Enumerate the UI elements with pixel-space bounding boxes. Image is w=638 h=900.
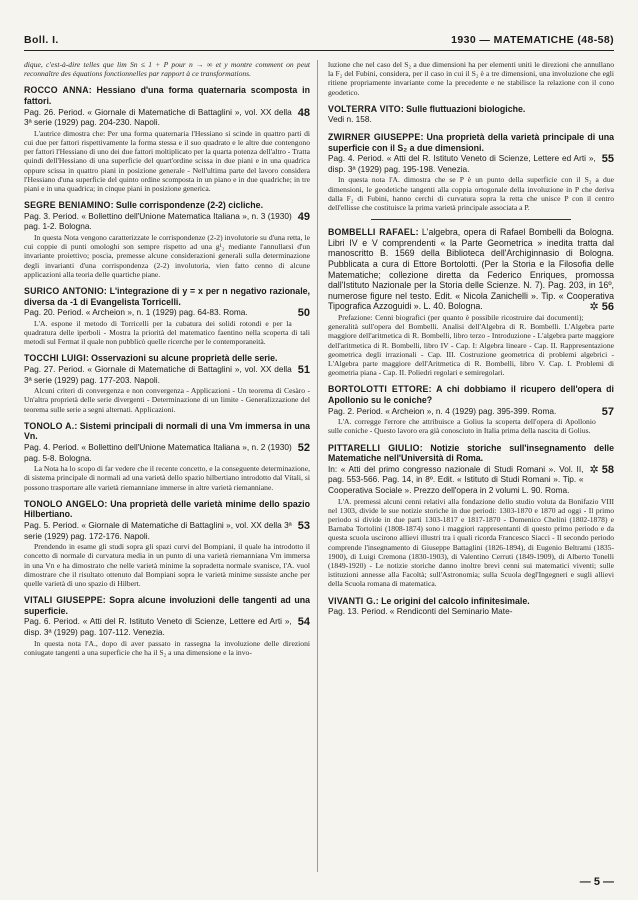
entry-biblio-line	[328, 464, 614, 496]
entry-56	[328, 227, 614, 377]
header-rule	[24, 50, 614, 51]
entry-abstract: In questa Nota vengono caratterizzate le corrispondenze (2-2) involutorie su d'una retta, le cui coppie di punti omologhi son sempre rispetto ad una g¹₂ mediante l'annullarsi d'un invariante proiettivo; poscia, premesse alcune considerazioni generali sulla determinazione degli invarianti d'una corrispondenza (2-2) involutoria, vien fatto cenno di alcune applicazioni alla teoria delle quartiche piane.	[24, 232, 310, 279]
entry-title: Hessiano d'una forma quaternaria scomposta in fattori.	[24, 85, 310, 106]
entry-biblio: Pag. 6. Period. « Atti del R. Istituto Veneto di Scienze, Lettere ed Arti », disp. 3ª (1929) pag. 107-112. Venezia.	[24, 616, 292, 637]
entry-number: 53	[297, 519, 310, 532]
entry-title: Notizie storiche sull'insegnamento delle Matematiche nell'Università di Roma.	[328, 442, 614, 464]
entry-abstract: In questa nota l'A. dimostra che se P è un punto della superficie con il S₂ a due dimensioni, le geodetiche tangenti alla coppia ortogonale della involuzione in P che deriva dalla F₂ di Fubini, hanno cerchi di curvatura sopra la retta che unisce P con il centro dell'ellisse che costituisce la prima varietà principale associata a P.	[328, 175, 614, 212]
entry-heading	[24, 85, 310, 106]
entry-title: Le origini del calcolo infinitesimale.	[381, 595, 530, 606]
entry-heading	[24, 286, 310, 307]
entry-54	[24, 595, 310, 657]
entry-biblio: Vedi n. 158.	[328, 114, 372, 125]
entry-number: 57	[601, 405, 614, 418]
entry-title: Sistemi principali di normali di una Vm immersa in una Vn.	[24, 420, 310, 442]
entry-title: L'integrazione di y = x per n negativo razionale, diversa da -1 di Evangelista Torricelli.	[24, 286, 310, 307]
column-separator	[317, 60, 318, 872]
continuation-text: luzione che nel caso del S₂ a due dimensioni ha per elementi uniti le direzioni che annullano la F₂ del Fubini, considera, per il caso in cui il S₂ è a tre dimensioni, una involuzione che egli ritiene propriamente invariante come la precedente e ne stabilisce la relazione con il cono geodetico.	[328, 60, 614, 97]
entry-48	[24, 85, 310, 193]
entry-abstract: L'A. premessi alcuni cenni relativi alla fondazione dello studio voluta da Bonifazio VIII nel 1303, divide le sue notizie storiche in due periodi: 1303-1870 e 1870 ad oggi - Il primo periodo si divide in due parti 1303-1817 e 1817-1870 - Domenico Chelini (1802-1878) e Barnaba Tortolini (1808-1874) sono i maggiori rappresentanti di questo primo periodo e da questa scuola uscirono allievi illustri tra i quali ricorda Francesco Siacci - Il secondo periodo comprende l'insegnamento di Giuseppe Battaglini (1826-1894), di Eugenio Beltrami (1835-1900), di Luigi Cremona (1830-1903), di Valentino Cerruti (1849-1909), di Alberto Tonelli (1849-1920) - Le notizie storiche danno inoltre brevi cenni sui matematici viventi; sulle istituzioni annesse alla Facoltà; sull'Astronomia; sulla Scuola degl'Ingegneri e sugli allievi della Scuola romana di matematica.	[328, 496, 614, 589]
entry-heading	[328, 227, 614, 312]
entry-biblio-line	[24, 307, 310, 318]
entry-biblio: Pag. 4. Period. « Atti del R. Istituto Veneto di Scienze, Lettere ed Arti », disp. 3ª (1929) pag. 195-198. Venezia.	[328, 153, 596, 174]
entry-biblio-line	[24, 211, 310, 232]
entry-author: TOCCHI LUIGI:	[24, 353, 89, 364]
entry-author: PITTARELLI GIULIO:	[328, 442, 423, 453]
entry-biblio-line	[24, 107, 310, 128]
entry-52	[24, 421, 310, 492]
entry-biblio: Pag. 20. Period. « Archeion », n. 1 (1929) pag. 64-83. Roma.	[24, 307, 248, 318]
entry-title: Osservazioni su alcune proprietà delle serie.	[91, 353, 278, 364]
entry-number: 49	[297, 210, 310, 223]
entry-biblio-line	[24, 364, 310, 385]
entry-number: 54	[297, 616, 310, 629]
entry-biblio-line	[24, 442, 310, 463]
entry-vivanti	[328, 596, 614, 617]
continuation-text: dique, c'est-à-dire telles que lim Sn ≤ 1 + P pour n → ∞ et y montre comment on peut reconnaître des équations fonctionnelles par rapport à ce transformations.	[24, 60, 310, 79]
entry-author: SURICO ANTONIO:	[24, 286, 108, 296]
entry-abstract: L'A. espone il metodo di Torricelli per la cubatura dei solidi rotondi e per la quadratura delle iperboli - Mostra la priorità del matematico faentino nella scoperta di tali metodi sul Fermat il quale non pubblicò quelle ricerche per le contemporaneità.	[24, 318, 310, 347]
left-column	[24, 60, 310, 872]
entry-author: BORTOLOTTI ETTORE:	[328, 384, 432, 395]
entry-number: 48	[297, 106, 310, 119]
entry-abstract: La Nota ha lo scopo di far vedere che il recente concetto, e la conseguente determinazione, di sistema principale di normali ad una varietà dello spazio hilbertiano introdotto dal Vitali, si possono trasportare alle varietà riemanniane immerse in altre varietà riemanniane.	[24, 464, 310, 492]
entry-heading	[24, 595, 310, 616]
entry-author: ROCCO ANNA:	[24, 85, 92, 96]
entry-51	[24, 353, 310, 413]
entry-title: Sopra alcune involuzioni delle tangenti ad una superficie.	[24, 595, 310, 616]
entry-author: VITALI GIUSEPPE:	[24, 595, 106, 606]
entry-number: 50	[297, 307, 310, 320]
entry-57	[328, 384, 614, 435]
entry-heading	[328, 596, 614, 607]
entry-author: BOMBELLI RAFAEL:	[328, 227, 419, 238]
entry-author: VIVANTI G.:	[328, 595, 379, 606]
entry-biblio: Pag. 27. Period. « Giornale di Matematiche di Battaglini », vol. XX della 3ª serie (1929) pag. 177-203. Napoli.	[24, 363, 292, 385]
entry-biblio: Pag. 3. Period. « Bollettino dell'Unione Matematica Italiana », n. 3 (1930) pag. 1-2. Bologna.	[24, 210, 292, 232]
entry-author: VOLTERRA VITO:	[328, 103, 404, 114]
entry-title: Sulle corrispondenze (2-2) cicliche.	[115, 200, 264, 211]
entry-author: ZWIRNER GIUSEPPE:	[328, 132, 424, 142]
section-rule	[371, 219, 571, 220]
entry-author: SEGRE BENIAMINO:	[24, 200, 114, 211]
entry-title: L'algebra, opera di Rafael Bombelli da Bologna. Libri IV e V comprendenti « la Parte Geometrica » inedita tratta dal manoscritto B. 1569 della Biblioteca dell'Archiginnasio di Bologna. Pubblicata a cura di Ettore Bortolotti. (Per la Storia e la Filosofia delle Matematiche; collezione diretta da Federico Enriques, promossa dall'Istituto Nazionale per la Storia delle Scienze. N. 7). Pag. 203, in 16º, numerose figure nel testo. Edit. « Nicola Zanichelli ». Tip. « Cooperativa Tipografica Azzoguidi ». L. 40. Bologna.	[328, 227, 614, 312]
entry-abstract: Prendendo in esame gli studi sopra gli spazi curvi del Bompiani, il quale ha introdotto il concetto di normale di curvatura media in un punto di una varietà riemanniana Vm immersa in una Vn e ha dimostrato che nelle varietà minime la sopradetta normale svanisce, l'A. vuol dimostrare che il risultato ottenuto dal Bompiani sopra le varietà minime sussiste anche per quelle varietà di uno spazio di Hilbert.	[24, 542, 310, 588]
entry-heading	[24, 499, 310, 520]
entry-heading	[24, 353, 310, 364]
entry-55	[328, 132, 614, 212]
entry-biblio: Pag. 4. Period. « Bollettino dell'Unione Matematica Italiana », n. 2 (1930) pag. 5-8. Bologna.	[24, 441, 292, 463]
page-number: — 5 —	[579, 876, 614, 888]
entry-abstract: Alcuni criteri di convergenza e non convergenza - Applicazioni - Un teorema di Cesàro - Un'altra proprietà delle serie divergenti - Determinazione di un limite - Generalizzazione del teorema sulle serie a segni alternati. Applicazioni.	[24, 386, 310, 414]
entry-heading	[24, 421, 310, 442]
entry-number: ✲ 56	[589, 301, 614, 314]
entry-heading	[328, 104, 614, 115]
entry-heading	[24, 200, 310, 211]
entry-number: ✲ 58	[589, 463, 614, 476]
entry-biblio-line	[24, 616, 310, 637]
entry-heading	[328, 384, 614, 405]
entry-title: A chi dobbiamo il ricupero dell'opera di Apollonio su le coniche?	[328, 384, 614, 405]
entry-biblio: Pag. 5. Period. « Giornale di Matematiche di Battaglini », vol. XX della 3ª serie (1929) pag. 172-176. Napoli.	[24, 519, 292, 541]
page-header	[24, 26, 614, 46]
entry-biblio: Pag. 2. Period. « Archeion », n. 4 (1929) pag. 395-399. Roma.	[328, 405, 557, 416]
right-column	[328, 60, 614, 872]
entry-abstract: Prefazione: Cenni biografici (per quanto è possibile ricostruire dai documenti); generalità sull'opera del Bombelli. Analisi dell'Algebra di R. Bombelli. L'Algebra parte maggiore dell'aritmetica di R. Bombelli, libro terzo - Introduzione - L'algebra parte maggiore dell'aritmetica di R. Bombelli, libro IV - Cap. I: Algebra lineare - Cap. II. Rappresentazione geometrica degli irrazionali - Cap. III. Costruzione geometrica di problemi algebrici - L'Algebra parte maggiore dell'Aritmetica di R. Bombelli, libro V. Cap. I. Problemi di geometria piana - Cap. II. Poliedri regolari e semiregolari.	[328, 312, 614, 378]
entry-title: Una proprietà delle varietà minime dello spazio Hilbertiano.	[24, 498, 310, 520]
entry-biblio-line	[328, 406, 614, 417]
entry-abstract: In questa nota l'A., dopo di aver passato in rassegna la involuzione delle direzioni coniugate tangenti a una superficie che ha il S₂ a una dimensione e la invo-	[24, 638, 310, 657]
entry-53	[24, 499, 310, 588]
entry-number: 52	[297, 441, 310, 454]
header-left: Boll. I.	[24, 34, 59, 46]
entry-author: TONOLO ANGELO:	[24, 498, 108, 509]
entry-author: TONOLO A.:	[24, 420, 78, 431]
entry-number: 55	[601, 153, 614, 166]
entry-biblio-line	[24, 520, 310, 541]
entry-title: Sulle fluttuazioni biologiche.	[406, 103, 526, 114]
entry-volterra	[328, 104, 614, 125]
entry-58	[328, 443, 614, 589]
entry-biblio-line	[328, 153, 614, 174]
entry-50	[24, 286, 310, 346]
entry-biblio: In: « Atti del primo congresso nazionale di Studi Romani ». Vol. II, pag. 553-566. Pag. 14, in 8º. Edit. « Istituto di Studi Romani ». Tip. « Cooperativa Sociale ». Prezzo dell'opera in 2 volumi L. 90. Roma.	[328, 463, 584, 495]
entry-title: Una proprietà della varietà principale di una superficie con il S₂ a due dimensioni.	[328, 132, 614, 153]
entry-number: 51	[297, 363, 310, 376]
entry-biblio: Pag. 13. Period. « Rendiconti del Seminario Mate-	[328, 606, 513, 617]
header-right: 1930 — MATEMATICHE (48-58)	[451, 34, 614, 46]
entry-heading	[328, 132, 614, 153]
entry-biblio: Pag. 26. Period. « Giornale di Matematiche di Battaglini », vol. XX della 3ª serie (1929) pag. 204-230. Napoli.	[24, 106, 292, 128]
entry-49	[24, 200, 310, 279]
entry-abstract: L'autrice dimostra che: Per una forma quaternaria l'Hessiano si scinde in quattro parti di cui due per fattori rispettivamente la forma stessa e il suo quadrato e le altre due contengono per fattori l'Hessiano di uno dei due fattori moltiplicato per la quarta potenza dell'altro - Tratta quindi dell'Hessiano di una superficie del quart'ordine scissa in due piani e in una quadrica oppure scissa in quattro piani in posizione generale - Nell'ultima parte del lavoro considera l'Hessiano d'una superficie del quinto ordine scomposta in un piano e in due quadriche; in tre piani e in una quadrica; in cinque piani in posizione generica.	[24, 128, 310, 193]
entry-abstract: L'A. corregge l'errore che attribuisce a Golius la scoperta dell'opera di Apollonio sulle coniche - Questo lavoro era già conosciuto in Italia prima della nascita di Golius.	[328, 417, 596, 436]
entry-heading	[328, 443, 614, 464]
